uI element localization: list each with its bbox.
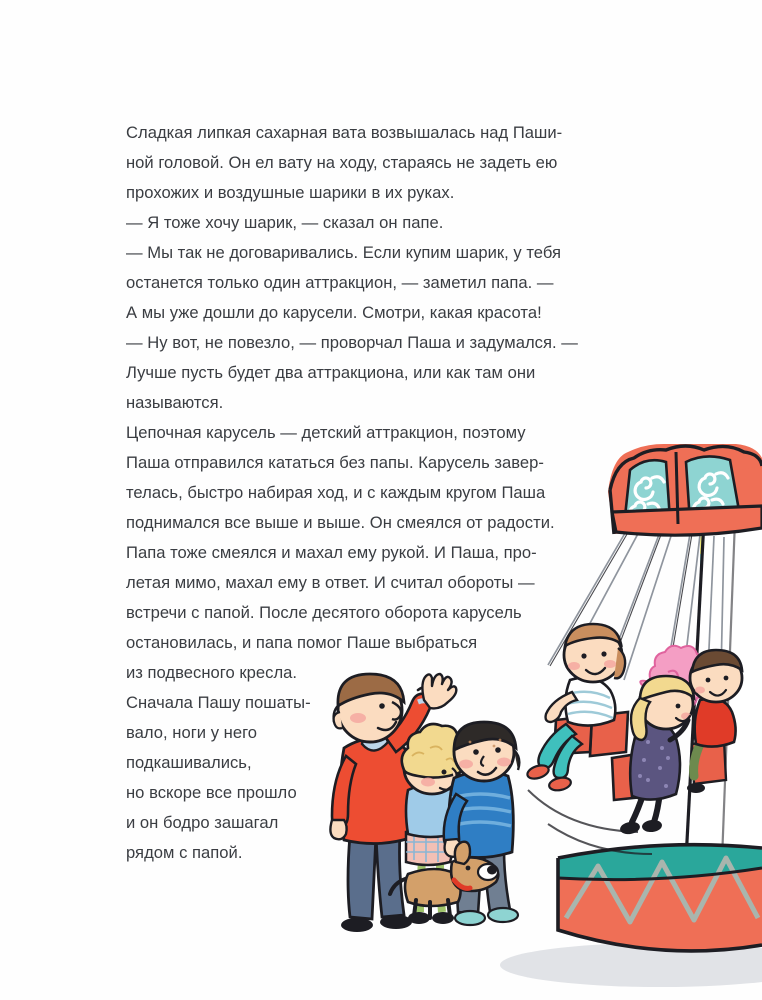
- story-line: ной головой. Он ел вату на ходу, стараясь не задеть ею: [126, 153, 558, 172]
- story-line: Лучше пусть будет два аттракциона, или как там они: [126, 363, 536, 382]
- story-line: летая мимо, махал ему в ответ. И считал обороты —: [126, 573, 535, 592]
- story-line: и он бодро зашагал: [126, 813, 279, 832]
- story-line: А мы уже дошли до карусели. Смотри, какая красота!: [126, 303, 542, 322]
- story-line: остановилась, и папа помог Паше выбраться: [126, 633, 478, 652]
- story-line: называются.: [126, 393, 224, 412]
- story-text: [126, 118, 638, 868]
- story-line: телась, быстро набирая ход, и с каждым кругом Паша: [126, 483, 546, 502]
- story-line: Цепочная карусель — детский аттракцион, поэтому: [126, 423, 526, 442]
- cotton-candy: [640, 646, 710, 726]
- story-line: — Мы так не договаривались. Если купим шарик, у тебя: [126, 243, 562, 262]
- story-line: — Я тоже хочу шарик, — сказал он папе.: [126, 213, 444, 232]
- story-line: Сладкая липкая сахарная вата возвышалась над Паши-: [126, 123, 563, 142]
- story-line: Папа тоже смеялся и махал ему рукой. И Паша, про-: [126, 543, 537, 562]
- story-line: Паша отправился кататься без папы. Карусель завер-: [126, 453, 544, 472]
- rider-boy-red: [687, 650, 742, 793]
- carousel-column: [686, 520, 762, 860]
- story-line: рядом с папой.: [126, 843, 243, 862]
- story-line: но вскоре все прошло: [126, 783, 297, 802]
- story-line: — Ну вот, не повезло, — проворчал Паша и задумался. —: [126, 333, 578, 352]
- story-line: из подвесного кресла.: [126, 663, 298, 682]
- story-line: останется только один аттракцион, — заметил папа. —: [126, 273, 554, 292]
- story-line: встречи с папой. После десятого оборота карусель: [126, 603, 522, 622]
- story-line: вало, ноги у него: [126, 723, 258, 742]
- story-line: Сначала Пашу пошаты-: [126, 693, 311, 712]
- story-line: прохожих и воздушные шарики в их руках.: [126, 183, 455, 202]
- story-line: поднимался все выше и выше. Он смеялся от радости.: [126, 513, 555, 532]
- story-line: подкашивались,: [126, 753, 252, 772]
